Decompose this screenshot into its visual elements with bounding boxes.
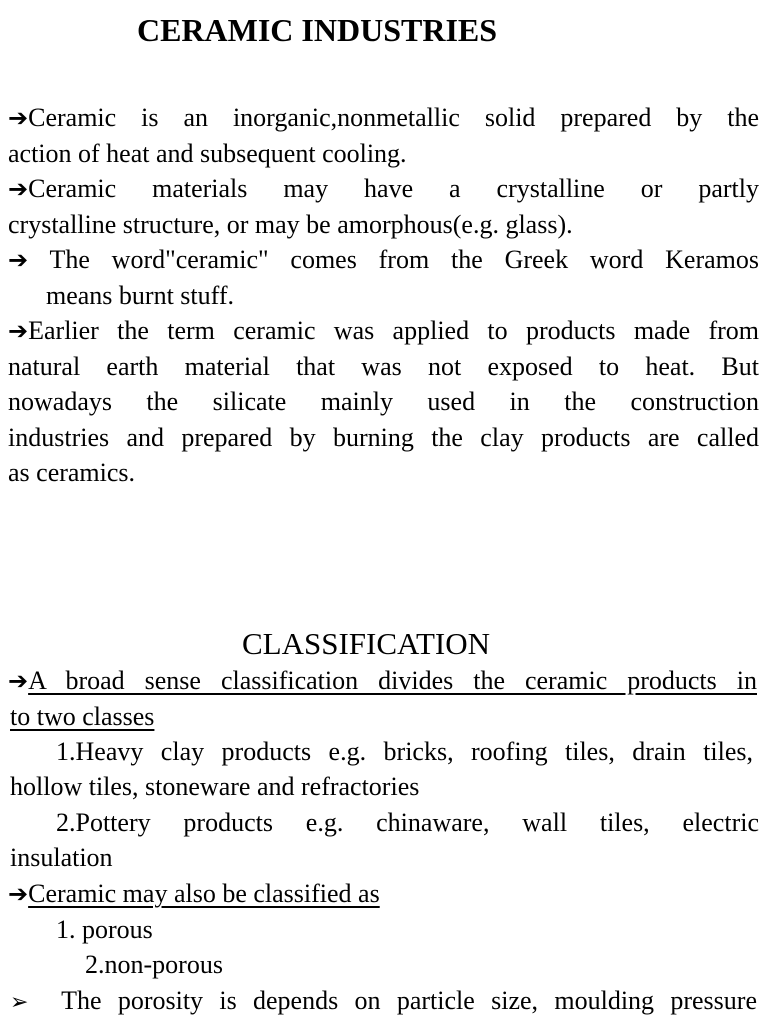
paragraph-4-line-1: ➔Earlier the term ceramic was applied to products made from — [8, 316, 759, 345]
porosity-line: ➢ The porosity is depends on particle size, moulding pressure — [10, 986, 757, 1015]
arrow-icon: ➔ — [8, 175, 29, 203]
classification-item-2-line-2: insulation — [10, 843, 113, 872]
arrow-icon: ➔ — [8, 104, 29, 132]
arrow-icon: ➔ — [8, 317, 29, 345]
arrow-icon: ➔ — [8, 667, 29, 695]
paragraph-3-line-1: ➔ The word"ceramic" comes from the Greek word Keramos — [8, 245, 759, 274]
classification-line-1: ➔A broad sense classification divides the ceramic products in — [8, 666, 757, 695]
classification-heading: CLASSIFICATION — [241, 626, 491, 661]
page-title: CERAMIC INDUSTRIES — [136, 12, 498, 48]
arrow-icon: ➔ — [8, 880, 29, 908]
paragraph-4-line-3: nowadays the silicate mainly used in the construction — [8, 387, 759, 416]
paragraph-1-line-2: action of heat and subsequent cooling. — [8, 139, 407, 168]
classification-item-1-line-2: hollow tiles, stoneware and refractories — [10, 772, 420, 801]
non-porous-item: 2.non-porous — [85, 950, 223, 979]
classification-line-2: to two classes — [10, 702, 155, 731]
paragraph-3-line-2: means burnt stuff. — [46, 281, 234, 310]
porous-item: 1. porous — [56, 915, 153, 944]
paragraph-2-line-2: crystalline structure, or may be amorphous(e.g. glass). — [8, 210, 573, 239]
paragraph-1-line-1: ➔Ceramic is an inorganic,nonmetallic solid prepared by the — [8, 103, 759, 132]
classification-line-3: ➔Ceramic may also be classified as — [8, 879, 380, 908]
classification-item-2-line-1: 2.Pottery products e.g. chinaware, wall tiles, electric — [56, 808, 759, 837]
classification-item-1-line-1: 1.Heavy clay products e.g. bricks, roofing tiles, drain tiles, — [56, 737, 753, 766]
paragraph-4-line-5: as ceramics. — [8, 458, 136, 487]
paragraph-4-line-4: industries and prepared by burning the clay products are called — [8, 423, 759, 452]
paragraph-2-line-1: ➔Ceramic materials may have a crystalline or partly — [8, 174, 759, 203]
paragraph-4-line-2: natural earth material that was not exposed to heat. But — [8, 352, 759, 381]
arrow-icon: ➔ — [8, 246, 29, 274]
pointer-icon: ➢ — [10, 990, 29, 1015]
